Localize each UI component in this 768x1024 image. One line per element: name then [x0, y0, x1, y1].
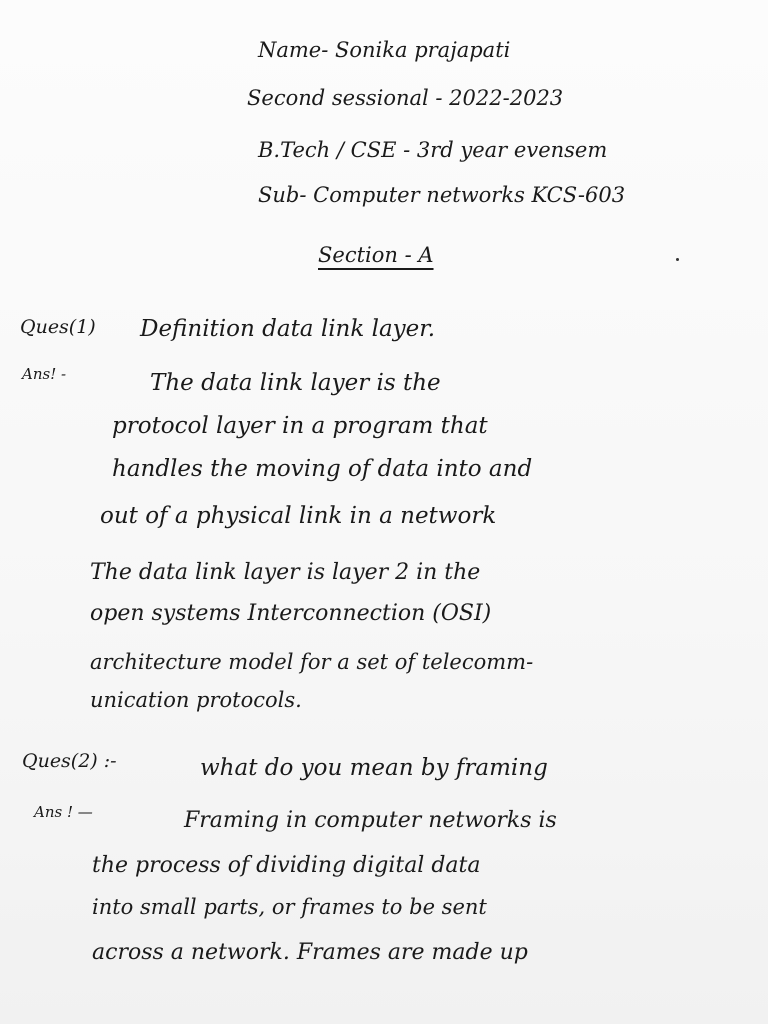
q1-answer-line-5: The data link layer is layer 2 in the: [90, 560, 481, 585]
q1-answer-line-1: The data link layer is the: [150, 370, 441, 396]
q2-answer-line-4: across a network. Frames are made up: [92, 940, 528, 965]
q1-answer-line-6: open systems Interconnection (OSI): [90, 601, 492, 626]
session-line: Second sessional - 2022-2023: [247, 86, 564, 110]
q1-answer-line-7: architecture model for a set of telecomm-: [90, 650, 534, 674]
course-line: B.Tech / CSE - 3rd year evensem: [258, 138, 608, 162]
q2-answer-label: Ans ! —: [34, 803, 93, 821]
q2-answer-line-1: Framing in computer networks is: [184, 808, 557, 833]
q1-answer-line-3: handles the moving of data into and: [112, 456, 533, 482]
q1-label: Ques(1): [20, 316, 96, 338]
section-title: Section - A: [318, 243, 434, 267]
q1-question: Definition data link layer.: [140, 316, 436, 342]
q1-answer-label: Ans! -: [22, 365, 67, 383]
q1-answer-line-2: protocol layer in a program that: [112, 413, 488, 439]
pen-mark: [676, 258, 679, 261]
name-line: Name- Sonika prajapati: [258, 38, 511, 62]
q2-answer-line-3: into small parts, or frames to be sent: [92, 895, 487, 919]
q1-answer-line-4: out of a physical link in a network: [100, 503, 497, 529]
q2-label: Ques(2) :-: [22, 750, 117, 772]
subject-line: Sub- Computer networks KCS-603: [258, 183, 626, 207]
q2-question: what do you mean by framing: [200, 755, 548, 781]
q2-answer-line-2: the process of dividing digital data: [92, 853, 481, 878]
q1-answer-line-8: unication protocols.: [90, 688, 302, 712]
